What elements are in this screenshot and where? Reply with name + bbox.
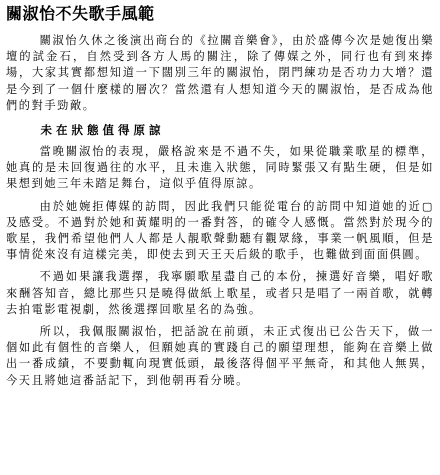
article-paragraph-5: 所以，我佩服關淑怡，把話說在前頭，未正式復出已公告天下，做一個如此有個性的音樂人，但願她真的實踐自己的願望理想，能夠在音樂上做出一番成績，不要動輒向現實低頭，最後落得個平平無奇，和其他人無異，今天且將她這番話記下，到他朝再看分曉。 xyxy=(6,325,434,387)
article-paragraph-2: 當晚關淑怡的表現，嚴格說來是不過不失，如果從職業歌星的標準，她真的是未回復過往的水平，且未進入狀態，同時緊張又有點生硬，但是如果想到她三年未踏足舞台，這似乎值得原諒。 xyxy=(6,145,434,191)
article-subheading: 未在狀態值得原諒 xyxy=(40,123,165,138)
article-paragraph-4: 不過如果讓我選擇，我寧願歌星盡自己的本份，揀選好音樂，唱好歌來酬答知音，總比那些只是曉得做紙上歌星，或者只是唱了一兩首歌，就轉去拍電影電視劇，然後選擇回歌星名的為強。 xyxy=(6,270,434,316)
article-paragraph-1: 關淑怡久休之後演出商台的《拉關音樂會》，由於盛傳今次是她復出樂壇的試金石，自然受到各方人馬的關注，除了傳媒之外，同行也有到來捧場，大家其實都想知道一下闊別三年的關淑怡，閉門練功是否功力大增？還是今到了一個什麼樣的層次？當然還有人想知道今天的關淑怡，是否成為他們的對手勁敵。 xyxy=(6,34,434,112)
article-title: 關淑怡不失歌手風範 xyxy=(6,4,155,23)
article-paragraph-3: 由於她婉拒傳媒的訪問，因此我們只能從電台的訪問中知道她的近▢及感受。不過對於她和黃耀明的一番對答，的確令人感慨。當然對於現今的歌星，我們希望他們人人都是人靚歌聲動聽有觀眾緣，事業一帆風順，但是事情從來沒有這樣完美，即使去到天王天后級的歌手，也難做到面面俱圓。 xyxy=(6,199,434,262)
